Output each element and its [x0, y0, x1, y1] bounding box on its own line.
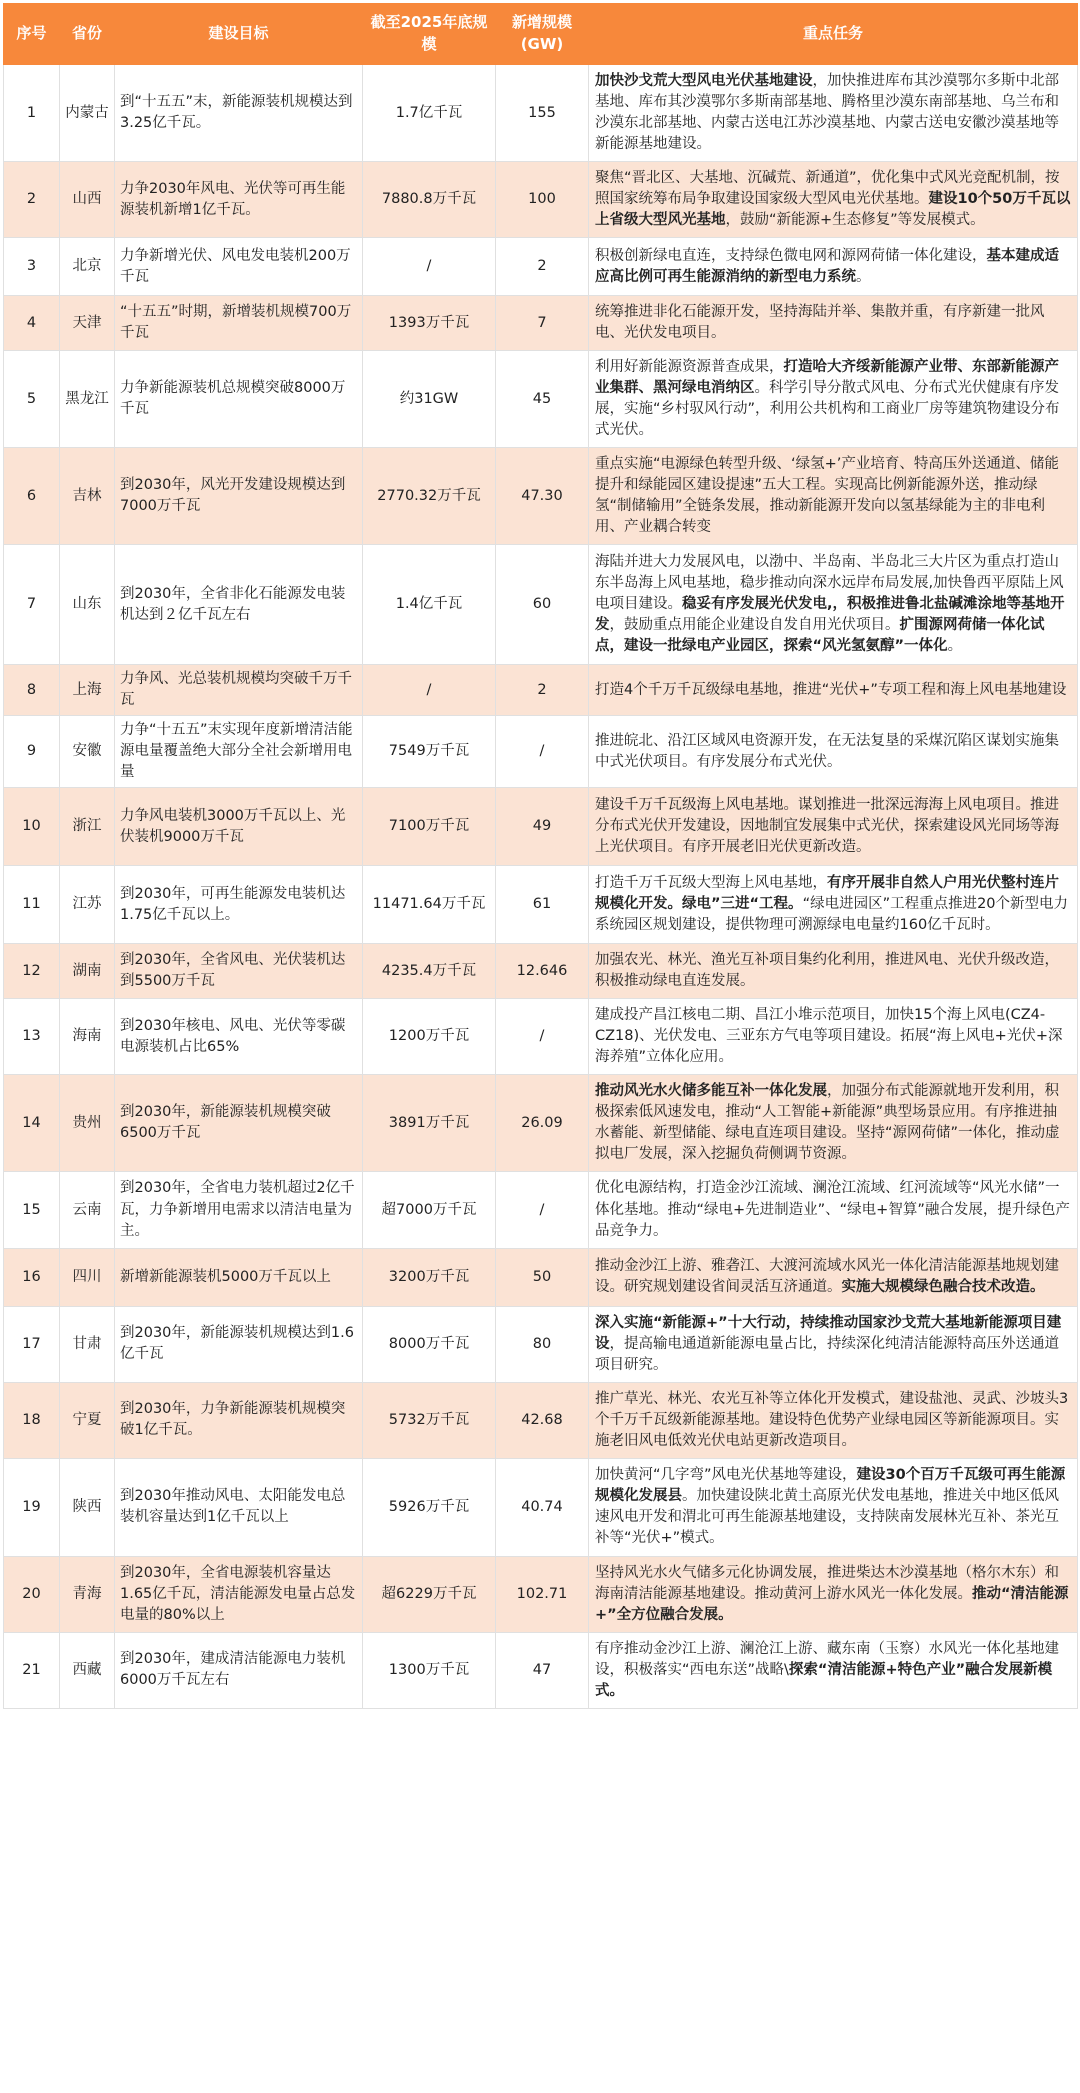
cell-target: 力争风、光总装机规模均突破千万千瓦 [115, 665, 363, 716]
cell-scale-2025: 8000万千瓦 [363, 1306, 496, 1382]
cell-province: 宁夏 [60, 1382, 115, 1458]
cell-added: 2 [496, 238, 589, 296]
cell-scale-2025: 1300万千瓦 [363, 1632, 496, 1708]
cell-no: 21 [4, 1632, 60, 1708]
cell-tasks [589, 238, 1078, 296]
cell-province: 上海 [60, 665, 115, 716]
cell-scale-2025: 3891万千瓦 [363, 1075, 496, 1172]
cell-province: 北京 [60, 238, 115, 296]
cell-tasks [589, 944, 1078, 999]
cell-added: / [496, 716, 589, 788]
cell-added: 50 [496, 1248, 589, 1306]
task-text: ，鼓励重点用能企业建设自发自用光伏项目。 [609, 617, 900, 634]
cell-no: 13 [4, 999, 60, 1075]
cell-tasks [589, 545, 1078, 665]
table-row [4, 788, 1078, 866]
cell-province: 安徽 [60, 716, 115, 788]
cell-target: 到2030年核电、风电、光伏等零碳电源装机占比65% [115, 999, 363, 1075]
cell-added: 40.74 [496, 1458, 589, 1556]
header-target: 建设目标 [115, 4, 363, 65]
task-text-bold: 建设10个50万千瓦以上省级大型风光基地 [595, 191, 1071, 229]
cell-added: 60 [496, 545, 589, 665]
task-text: ，提高输电通道新能源电量占比，持续深化纯清洁能源特高压外送通道项目研究。 [595, 1335, 1059, 1373]
task-text-bold: 基本建成适应高比例可再生能源消纳的新型电力系统 [595, 247, 1059, 285]
cell-no: 3 [4, 238, 60, 296]
task-text-bold: 实施大规模绿色融合技术改造。 [841, 1279, 1045, 1296]
cell-added: / [496, 1172, 589, 1248]
cell-tasks [589, 866, 1078, 944]
cell-tasks [589, 1306, 1078, 1382]
cell-province: 西藏 [60, 1632, 115, 1708]
table-row [4, 999, 1078, 1075]
cell-scale-2025: 7549万千瓦 [363, 716, 496, 788]
cell-province: 天津 [60, 296, 115, 351]
cell-scale-2025: 11471.64万千瓦 [363, 866, 496, 944]
cell-scale-2025: / [363, 238, 496, 296]
header-added-line1: 新增规模 [511, 13, 572, 32]
cell-added: 47 [496, 1632, 589, 1708]
table-row [4, 1306, 1078, 1382]
cell-target: 新增新能源装机5000万千瓦以上 [115, 1248, 363, 1306]
task-text: 。加快建设陕北黄土高原光伏发电基地，推进关中地区低风速风电开发和渭北可再生能源基地建设，支持陕南发展林光互补、茶光互补等“光伏+”模式。 [595, 1488, 1059, 1547]
cell-scale-2025: 5926万千瓦 [363, 1458, 496, 1556]
task-text-bold: 打造哈大齐绥新能源产业带、东部新能源产业集群、黑河绿电消纳区 [595, 359, 1059, 397]
task-text-bold: 推动“清洁能源+”全方位融合发展。 [595, 1585, 1069, 1623]
cell-scale-2025: 2770.32万千瓦 [363, 448, 496, 545]
cell-province: 江苏 [60, 866, 115, 944]
cell-added: 47.30 [496, 448, 589, 545]
cell-no: 16 [4, 1248, 60, 1306]
table-row [4, 1632, 1078, 1708]
task-text: 优化电源结构，打造金沙江流域、澜沧江流域、红河流域等“风光水储”一体化基地。推动“绿电+先进制造业”、“绿电+智算”融合发展，提升绿色产品竞争力。 [595, 1180, 1070, 1239]
cell-no: 17 [4, 1306, 60, 1382]
table-row [4, 162, 1078, 238]
task-text: 打造千万千瓦级大型海上风电基地， [595, 875, 827, 892]
cell-no: 9 [4, 716, 60, 788]
cell-province: 山东 [60, 545, 115, 665]
table-row [4, 448, 1078, 545]
cell-scale-2025: 7880.8万千瓦 [363, 162, 496, 238]
task-text: 建设千万千瓦级海上风电基地。谋划推进一批深远海海上风电项目。推进分布式光伏开发建设，因地制宜发展集中式光伏，探索建设风光同场等海上光伏项目。有序开展老旧光伏更新改造。 [595, 797, 1059, 856]
cell-no: 14 [4, 1075, 60, 1172]
cell-target: 到2030年，全省风电、光伏装机达到5500万千瓦 [115, 944, 363, 999]
cell-province: 浙江 [60, 788, 115, 866]
cell-tasks [589, 1382, 1078, 1458]
cell-added: 45 [496, 351, 589, 448]
table-row [4, 866, 1078, 944]
cell-tasks [589, 716, 1078, 788]
header-no: 序号 [4, 4, 60, 65]
cell-province: 内蒙古 [60, 65, 115, 162]
table-row [4, 296, 1078, 351]
cell-added: / [496, 999, 589, 1075]
cell-added: 42.68 [496, 1382, 589, 1458]
cell-province: 吉林 [60, 448, 115, 545]
task-text-bold: 推动风光水火储多能互补一体化发展 [595, 1083, 827, 1100]
task-text: 海陆并进大力发展风电，以渤中、半岛南、半岛北三大片区为重点打造山东半岛海上风电基地，稳步推动向深水远岸布局发展,加快鲁西平原陆上风电项目建设。 [595, 554, 1064, 613]
task-text: 坚持风光水火气储多元化协调发展，推进柴达木沙漠基地（格尔木东）和海南清洁能源基地建设。推动黄河上游水风光一体化发展。 [595, 1564, 1059, 1602]
cell-province: 湖南 [60, 944, 115, 999]
task-text: “绿电进园区”工程重点推进20个新型电力系统园区规划建设，提供物理可溯源绿电电量约160亿千瓦时。 [595, 896, 1069, 934]
cell-added: 80 [496, 1306, 589, 1382]
cell-no: 7 [4, 545, 60, 665]
table-row [4, 1172, 1078, 1248]
table-row [4, 351, 1078, 448]
table-row [4, 944, 1078, 999]
task-text-bold: 探索“清洁能源+特色产业”融合发展新模式。 [595, 1661, 1053, 1699]
cell-tasks [589, 788, 1078, 866]
cell-province: 海南 [60, 999, 115, 1075]
cell-no: 18 [4, 1382, 60, 1458]
task-text-bold: 扩围源网荷储一体化试点，建设一批绿电产业园区，探索“风光氢氨醇”一体化 [595, 617, 1045, 655]
cell-province: 甘肃 [60, 1306, 115, 1382]
task-text-bold: 建设30个百万千瓦级可再生能源规模化发展县 [595, 1467, 1066, 1505]
cell-province: 黑龙江 [60, 351, 115, 448]
cell-added: 100 [496, 162, 589, 238]
cell-scale-2025: 约31GW [363, 351, 496, 448]
task-text: ，加强分布式能源就地开发利用，积极探索低风速发电，推动“人工智能+新能源”典型场景应用。有序推进抽水蓄能、新型储能、绿电直连项目建设。坚持“源网荷储”一体化，推动虚拟电厂发展，深入挖掘负荷侧调节资源。 [595, 1083, 1060, 1163]
cell-no: 12 [4, 944, 60, 999]
cell-added: 49 [496, 788, 589, 866]
cell-target: “十五五”时期，新增装机规模700万千瓦 [115, 296, 363, 351]
task-text: 推动金沙江上游、雅砻江、大渡河流域水风光一体化清洁能源基地规划建设。研究规划建设省间灵活互济通道。 [595, 1258, 1059, 1296]
cell-target: 到2030年，全省电力装机超过2亿千瓦，力争新增用电需求以清洁电量为主。 [115, 1172, 363, 1248]
cell-target: 到2030年，新能源装机规模达到1.6亿千瓦 [115, 1306, 363, 1382]
task-text: 推进皖北、沿江区域风电资源开发，在无法复垦的采煤沉陷区谋划实施集中式光伏项目。有序发展分布式光伏。 [595, 732, 1059, 770]
cell-target: 到2030年，全省非化石能源发电装机达到２亿千瓦左右 [115, 545, 363, 665]
cell-scale-2025: 超7000万千瓦 [363, 1172, 496, 1248]
cell-target: 力争新能源装机总规模突破8000万千瓦 [115, 351, 363, 448]
task-text: ，加快推进库布其沙漠鄂尔多斯中北部基地、库布其沙漠鄂尔多斯南部基地、腾格里沙漠东南部基地、乌兰布和沙漠东北部基地、内蒙古送电江苏沙漠基地、内蒙古送电安徽沙漠基地等新能源基地建设。 [595, 73, 1059, 153]
cell-scale-2025: 超6229万千瓦 [363, 1556, 496, 1632]
cell-scale-2025: 7100万千瓦 [363, 788, 496, 866]
header-scale-2025: 截至2025年底规模 [363, 4, 496, 65]
cell-tasks [589, 1556, 1078, 1632]
task-text-bold: 稳妥有序发展光伏发电,，积极推进鲁北盐碱滩涂地等基地开发 [595, 596, 1065, 634]
cell-no: 20 [4, 1556, 60, 1632]
cell-province: 四川 [60, 1248, 115, 1306]
cell-scale-2025: / [363, 665, 496, 716]
cell-no: 1 [4, 65, 60, 162]
cell-scale-2025: 1.4亿千瓦 [363, 545, 496, 665]
cell-target: 力争“十五五”末实现年度新增清洁能源电量覆盖绝大部分全社会新增用电量 [115, 716, 363, 788]
cell-target: 到2030年推动风电、太阳能发电总装机容量达到1亿千瓦以上 [115, 1458, 363, 1556]
cell-no: 19 [4, 1458, 60, 1556]
cell-province: 陕西 [60, 1458, 115, 1556]
table-row [4, 665, 1078, 716]
cell-added: 7 [496, 296, 589, 351]
table-row [4, 1382, 1078, 1458]
task-text: 统筹推进非化石能源开发，坚持海陆并举、集散并重，有序新建一批风电、光伏发电项目。 [595, 304, 1045, 342]
cell-no: 5 [4, 351, 60, 448]
cell-tasks [589, 999, 1078, 1075]
cell-target: 到2030年，新能源装机规模突破6500万千瓦 [115, 1075, 363, 1172]
header-added-line2: (GW) [520, 35, 564, 53]
cell-scale-2025: 4235.4万千瓦 [363, 944, 496, 999]
table-row [4, 1075, 1078, 1172]
task-text: 聚焦“晋北区、大基地、沉碱荒、新通道”，优化集中式风光竞配机制，按照国家统筹布局争取建设国家级大型风电光伏基地。 [595, 170, 1060, 208]
task-text: 。 [947, 638, 963, 655]
cell-no: 10 [4, 788, 60, 866]
task-text: 加强农光、林光、渔光互补项目集约化利用，推进风电、光伏升级改造，积极推动绿电直连发展。 [595, 952, 1059, 990]
task-text: 加快黄河“几字弯”风电光伏基地等建设， [595, 1467, 857, 1484]
task-text-bold: 有序开展非自然人户用光伏整村连片规模化开发。绿电”三进“工程。 [595, 875, 1059, 913]
table-header-row [4, 4, 1078, 65]
cell-province: 山西 [60, 162, 115, 238]
cell-no: 4 [4, 296, 60, 351]
task-text: 。科学引导分散式风电、分布式光伏健康有序发展，实施“乡村驭风行动”，利用公共机构和工商业厂房等建筑物建设分布式光伏。 [595, 380, 1060, 439]
cell-scale-2025: 1393万千瓦 [363, 296, 496, 351]
cell-tasks [589, 448, 1078, 545]
cell-no: 15 [4, 1172, 60, 1248]
cell-scale-2025: 3200万千瓦 [363, 1248, 496, 1306]
cell-province: 云南 [60, 1172, 115, 1248]
cell-no: 2 [4, 162, 60, 238]
table-row [4, 238, 1078, 296]
task-text-bold: 加快沙戈荒大型风电光伏基地建设 [595, 73, 813, 89]
task-text: 打造4个千万千瓦级绿电基地，推进“光伏+”专项工程和海上风电基地建设 [595, 681, 1067, 698]
cell-target: 到2030年，力争新能源装机规模突破1亿千瓦。 [115, 1382, 363, 1458]
task-text: 。 [856, 268, 871, 285]
cell-added: 26.09 [496, 1075, 589, 1172]
task-text: ，鼓励“新能源+生态修复”等发展模式。 [725, 212, 985, 229]
cell-province: 贵州 [60, 1075, 115, 1172]
cell-scale-2025: 1.7亿千瓦 [363, 65, 496, 162]
cell-no: 6 [4, 448, 60, 545]
table-row [4, 716, 1078, 788]
cell-tasks [589, 1075, 1078, 1172]
task-text: 重点实施“电源绿色转型升级、‘绿氢+’产业培育、特高压外送通道、储能提升和绿能园区建设提速”五大工程。实现高比例新能源外送，推动绿氢“制储输用”全链条发展，推动新能源开发向以氢基绿能为主的非电利用、产业耦合转变 [595, 456, 1059, 536]
task-text: 有序推动金沙江上游、澜沧江上游、藏东南（玉察）水风光一体化基地建设，积极落实“西电东送”战略\ [595, 1640, 1059, 1678]
table-row [4, 65, 1078, 162]
cell-added: 155 [496, 65, 589, 162]
cell-tasks [589, 351, 1078, 448]
task-text: 积极创新绿电直连，支持绿色微电网和源网荷储一体化建设， [595, 247, 987, 264]
cell-tasks [589, 296, 1078, 351]
province-plan-table [3, 3, 1078, 1709]
task-text: 利用好新能源资源普查成果， [595, 359, 784, 376]
task-text: 建成投产昌江核电二期、昌江小堆示范项目，加快15个海上风电(CZ4-CZ18)、光伏发电、三亚东方气电等项目建设。拓展“海上风电+光伏+深海养殖”立体化应用。 [595, 1007, 1063, 1066]
cell-province: 青海 [60, 1556, 115, 1632]
cell-no: 8 [4, 665, 60, 716]
cell-tasks [589, 162, 1078, 238]
cell-scale-2025: 1200万千瓦 [363, 999, 496, 1075]
header-province: 省份 [60, 4, 115, 65]
cell-scale-2025: 5732万千瓦 [363, 1382, 496, 1458]
cell-tasks [589, 65, 1078, 162]
cell-target: 力争风电装机3000万千瓦以上、光伏装机9000万千瓦 [115, 788, 363, 866]
cell-no: 11 [4, 866, 60, 944]
table-row [4, 545, 1078, 665]
cell-target: 到2030年，可再生能源发电装机达1.75亿千瓦以上。 [115, 866, 363, 944]
cell-added: 2 [496, 665, 589, 716]
cell-tasks [589, 1248, 1078, 1306]
table-row [4, 1458, 1078, 1556]
cell-tasks [589, 1632, 1078, 1708]
cell-added: 102.71 [496, 1556, 589, 1632]
table-row [4, 1248, 1078, 1306]
header-added [496, 4, 589, 65]
cell-tasks [589, 665, 1078, 716]
cell-added: 61 [496, 866, 589, 944]
cell-target: 到2030年，风光开发建设规模达到7000万千瓦 [115, 448, 363, 545]
cell-tasks [589, 1458, 1078, 1556]
cell-tasks [589, 1172, 1078, 1248]
table-row [4, 1556, 1078, 1632]
task-text-bold: 深入实施“新能源+”十大行动，持续推动国家沙戈荒大基地新能源项目建设 [595, 1314, 1062, 1352]
cell-target: 到2030年，全省电源装机容量达1.65亿千瓦，清洁能源发电量占总发电量的80%以上 [115, 1556, 363, 1632]
header-tasks: 重点任务 [589, 4, 1078, 65]
cell-target: 力争新增光伏、风电发电装机200万千瓦 [115, 238, 363, 296]
cell-target: 力争2030年风电、光伏等可再生能源装机新增1亿千瓦。 [115, 162, 363, 238]
cell-added: 12.646 [496, 944, 589, 999]
cell-target: 到2030年，建成清洁能源电力装机6000万千瓦左右 [115, 1632, 363, 1708]
cell-target: 到“十五五”末，新能源装机规模达到3.25亿千瓦。 [115, 65, 363, 162]
task-text: 推广草光、林光、农光互补等立体化开发模式，建设盐池、灵武、沙坡头3个千万千瓦级新能源基地。建设特色优势产业绿电园区等新能源项目。实施老旧风电低效光伏电站更新改造项目。 [595, 1390, 1069, 1449]
